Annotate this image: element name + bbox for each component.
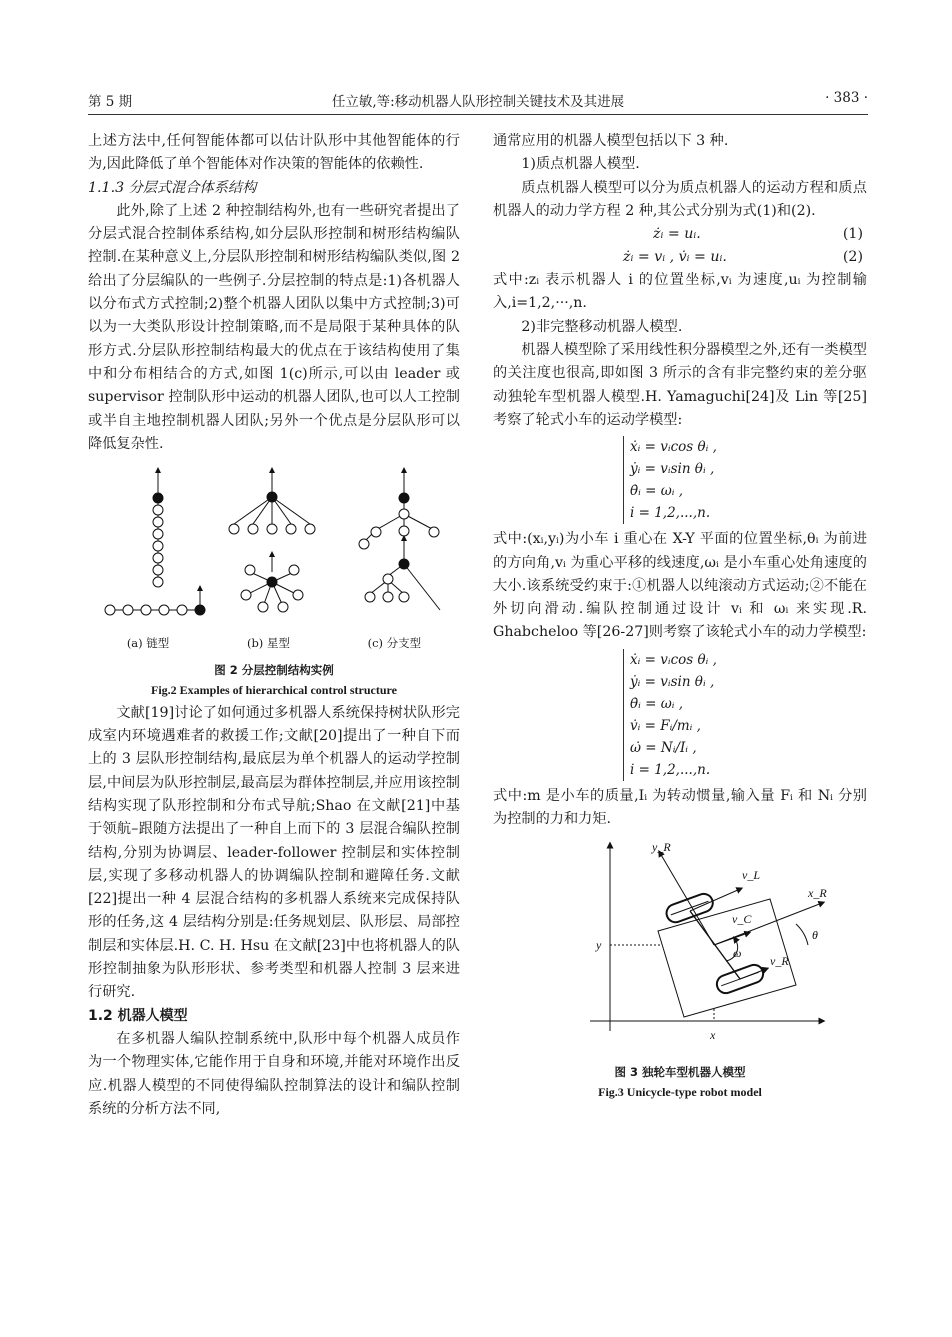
label-omega: ω <box>733 946 742 961</box>
label-vC: v_C <box>732 912 752 927</box>
kinematic-equation-system: ẋᵢ = vᵢcos θᵢ , ẏᵢ = vᵢsin θᵢ , θ̇ᵢ = ωᵢ , i = 1,2,...,n. <box>623 436 867 524</box>
paragraph: 质点机器人模型可以分为质点机器人的运动方程和质点机器人的动力学方程 2 种,其公式分别为式(1)和(2). <box>493 179 867 219</box>
paragraph: 式中:zᵢ 表示机器人 i 的位置坐标,vᵢ 为速度,uᵢ 为控制输入,i=1,2,···,n. <box>493 272 867 312</box>
label-theta: θ <box>812 928 818 943</box>
axis-label-x: x <box>710 1028 716 1043</box>
figure-2 <box>88 464 460 656</box>
figure-caption-en: Fig.2 Examples of hierarchical control structure <box>151 682 397 697</box>
paragraph: 式中:m 是小车的质量,Iᵢ 为转动惯量,输入量 Fᵢ 和 Nᵢ 分别为控制的力和力矩. <box>493 787 867 828</box>
axis-label-yR: y_R <box>652 840 671 855</box>
equation-1: żᵢ = uᵢ. (1) <box>653 226 863 243</box>
label-vR: v_R <box>770 954 789 969</box>
paragraph: 机器人模型除了采用线性积分器模型之外,还有一类模型的关注度也很高,即如图 3 所示的含有非完整约束的差分驱动独轮车型机器人模型.H. Yamaguchi[24]及 Lin 等[25]考察了轮式小车的运动学模型: <box>493 342 867 428</box>
left-column <box>88 130 460 1121</box>
issue-number: 第 5 期 <box>88 94 133 110</box>
subfigure-label: (a) 链型 <box>126 636 170 651</box>
paragraph: 通常应用的机器人模型包括以下 3 种. <box>493 133 729 149</box>
header-rule <box>88 114 868 115</box>
paragraph: 在多机器人编队控制系统中,队形中每个机器人成员作为一个物理实体,它能作用于自身和环境,并能对环境作出反应.机器人模型的不同使得编队控制算法的设计和编队控制系统的分析方法不同, <box>88 1030 460 1117</box>
subfigure-label: (b) 星型 <box>246 636 290 651</box>
hierarchy-diagram <box>88 464 460 624</box>
dynamic-equation-system: ẋᵢ = vᵢcos θᵢ , ẏᵢ = vᵢsin θᵢ , θ̇ᵢ = ωᵢ , v̇ᵢ = Fᵢ/mᵢ , ω̇ = Nᵢ/Iᵢ , i = 1,2,...,n. <box>623 649 867 781</box>
page-number: · 383 · <box>825 90 868 106</box>
figure-3 <box>493 839 867 1057</box>
subsection-label: 1)质点机器人模型. <box>521 156 640 173</box>
subsection-label: 2)非完整移动机器人模型. <box>521 318 683 335</box>
section-heading: 1.1.3 分层式混合体系结构 <box>88 179 257 196</box>
subfigure-label: (c) 分支型 <box>367 636 422 651</box>
figure-caption-cn: 图 2 分层控制结构实例 <box>214 662 334 677</box>
paragraph: 上述方法中,任何智能体都可以估计队形中其他智能体的行为,因此降低了单个智能体对作决策的智能体的依赖性. <box>88 133 460 173</box>
section-heading: 1.2 机器人模型 <box>88 1007 188 1024</box>
axis-label-xR: x_R <box>808 886 827 901</box>
right-column <box>493 130 867 1104</box>
running-title: 任立敏,等:移动机器人队形控制关键技术及其进展 <box>331 94 625 110</box>
unicycle-model-diagram <box>530 839 830 1049</box>
paragraph: 此外,除了上述 2 种控制结构外,也有一些研究者提出了分层式混合控制体系结构,如分层队形控制和树形结构编队控制.在某种意义上,分层队形控制和树形结构编队类似,图 2 给出了分层编队的一些例子.分层控制的特点是:1)各机器人以分布式方式控制;2)整个机器人团队以集中方式控制;3)可以为一大类队形设计控制策略,而不是局限于某种具体的队形方式.分层队形控制结构最大的优点在于该结构使用了集中和分布相结合的方式,如图 1(c)所示,可以由 leader 或 supervisor 控制队形中运动的机器人团队,也可以人工控制或半自主地控制机器人团队;另外一个优点是分层队形可以降低复杂性. <box>88 202 460 452</box>
equation-2: żᵢ = vᵢ , v̇ᵢ = uᵢ. (2) <box>623 249 863 266</box>
paragraph: 式中:(xᵢ,yᵢ)为小车 i 重心在 X-Y 平面的位置坐标,θᵢ 为前进的方向角,vᵢ 为重心平移的线速度,ωᵢ 是小车重心处角速度的大小.该系统受约束于:①机器人以纯滚动方式运动;②不能在外切向滑动.编队控制通过设计 vᵢ 和 ωᵢ 来实现.R. Ghabcheloo 等[26-27]则考察了该轮式小车的动力学模型: <box>493 531 867 641</box>
axis-label-y: y <box>596 938 602 953</box>
paragraph: 文献[19]讨论了如何通过多机器人系统保持树状队形完成室内环境遇难者的救援工作;文献[20]提出了一种自下而上的 3 层队形控制结构,最底层为单个机器人的运动学控制层,中间层为队形控制层,最高层为群体控制层,并应用该控制结构实现了队形控制和分布式导航;Shao 在文献[21]中基于领航–跟随方法提出了一种自上而下的 3 层混合编队控制结构,分别为协调层、leader-follower 控制层和实体控制层,实现了多移动机器人的协调编队控制和避障任务.文献[22]提出一种 4 层混合结构的多机器人系统来完成保持队形的任务,这 4 层结构分别是:任务规划层、队形层、局部控制层和实体层.H. C. H. Hsu 在文献[23]中也将机器人的队形控制抽象为队形形状、参考类型和机器人控制 3 层来进行研究. <box>88 704 460 1001</box>
label-vL: v_L <box>742 868 760 883</box>
figure-caption-cn: 图 3 独轮车型机器人模型 <box>614 1064 746 1079</box>
page-header <box>88 90 868 112</box>
figure-caption-en: Fig.3 Unicycle-type robot model <box>598 1084 762 1099</box>
